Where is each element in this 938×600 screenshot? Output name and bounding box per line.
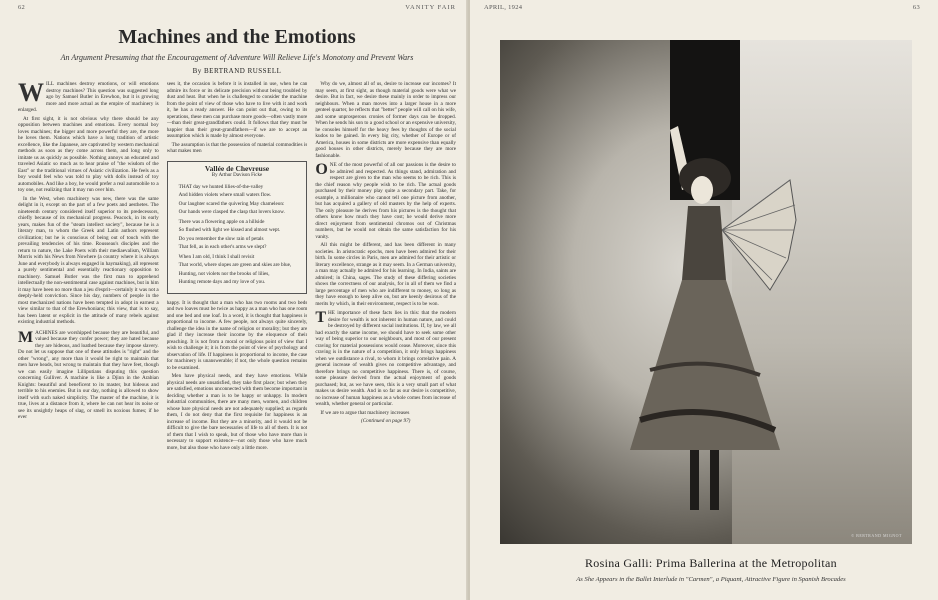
poem-title: Vallée de Chevreuse [204, 163, 270, 173]
ballerina-photograph [500, 40, 912, 544]
poem-author: By Arthur Davison Ficke [211, 173, 263, 178]
poem-line: THAT day we hunted lilies-of-the-valley [178, 183, 264, 190]
poem-line: Our laughter scared the quivering May chameleon: [178, 200, 285, 207]
poem-line: That fell, as in each other's arms we slept? [178, 244, 267, 250]
ballerina-figure [610, 120, 800, 520]
left-folio [18, 4, 456, 14]
drop-cap: M [18, 328, 34, 346]
poem-stanza [174, 219, 301, 251]
paragraph: Men have physical needs, and they have emotions. While physical needs are unsatisfied, they take first place; but when they are satisfied, emotions unconnected with them become important in deciding whether a man is to be happy or unhappy. In modern industrial communities, there are many men, women, and children whose bare physical needs are not adequately supplied; as regards them, I do not deny that the first requisite for happiness is an increase of income. But they are a minority, and it would not be difficult to give the bare necessaries of life to all of them. It is not of them that I wish to speak, but of those who have more than is necessary to support existence—not only those who have much more, but also those who have only a little more. [166, 373, 308, 451]
paragraph: sees it, the occasion is before it is installed in use, when he can admire its force or its delicate precision without being troubled by dust and heat. But when he is challenged to consider the machine from the point of view of those who have to live with it and work it, he has a ready answer. He can point out that, owing to its operations, these men can purchase more goods—often vastly more—than their great-grandfathers could. It follows that they must be happier than their great-grandfathers—if we are to accept an assumption which is made by almost everyone. [166, 81, 308, 139]
article-subtitle: An Argument Presuming that the Encouragement of Adventure Will Relieve Life's Monotony and Prevent Wars [60, 53, 414, 62]
poem-line: Our hands were clasped the clasp that lovers know. [178, 209, 285, 215]
poem-line: Hunting, not violets nor the brooks of lilies, [178, 270, 270, 277]
drop-cap: W [18, 81, 44, 107]
paragraph: ILL machines destroy emotions, or will emotions destroy machines? This question was suggested long ago by Samuel Butler in Erewhon, but it is growing more and more actual as the empire of machinery is enlarged. [18, 81, 159, 113]
article-byline: By BERTRAND RUSSELL [192, 67, 282, 75]
page-number: 62 [18, 4, 26, 11]
paragraph: All this might be different, and has been different in many societies. In aristocratic epochs, men have been admired for their birth. In some circles in Paris, men are admired for their artistic or literary excellence, strange as it may seem. In a German university, a man may actually be admired for his learning. In India, saints are admired; in China, sages. The study of these differing societies shows the correctness of our analysis, for in all of them we find a large percentage of men who are indifferent to money, so long as they have enough to keep alive on, but are keenly desirous of the merits by which, in their environment, respect is to be won. [315, 242, 456, 307]
right-folio [484, 4, 920, 14]
bodice [682, 206, 726, 280]
poem-line: And hidden violets where small waters flow. [178, 192, 272, 198]
paragraph: Why do we, almost all of us, desire to increase our incomes? It may seem, at first sight, as though material goods were what we desire. But in fact, we desire these mainly in order to impress our neighbours. When a man moves into a larger house in a more genteel quarter, he reflects that "better" people will call on his wife, and some unprosperous cronies of former days can be dropped. When he sends his son to a good school or an expensive university, he consoles himself for the heavy fees by thoughts of the social kudos to be gained. In every big city, whether of Europe or of America, houses in some districts are more expensive than equally good houses in other districts, merely because they are more fashionable. [315, 81, 456, 159]
photo-caption-title: Rosina Galli: Prima Ballerina at the Metropolitan [585, 556, 837, 570]
poem-box [167, 161, 308, 294]
column-2 [167, 81, 308, 596]
face [691, 176, 713, 204]
leg [710, 450, 719, 510]
drop-cap: O [315, 161, 328, 178]
photo-credit: © BERTRAND MIGNOT [851, 533, 902, 538]
paragraph: NE of the most powerful of all our passions is the desire to be admired and respected. As things stand, admiration and respect are given to the man who seems to be rich. This is the chief reason why people wish to be rich. The actual goods purchased by their money play quite a secondary part. Take, for example, a millionaire who cannot tell one picture from another, but has acquired a gallery of old masters by the help of experts. The only pleasure he derives from his pictures is the thought that others know how much they have cost; he would derive more direct enjoyment from sentimental chromos out of Christmas numbers, but he would not obtain the same satisfaction for his vanity. [315, 162, 456, 240]
poem-stanza [174, 254, 301, 286]
poem-line: That world, where slopes are green and skies are blue, [178, 262, 292, 268]
poem-line: When I am old, I think I shall revisit [178, 253, 255, 260]
poem-stanza [174, 184, 301, 216]
photo-caption-subtitle: As She Appears in the Ballet Interlude in "Carmen", a Piquant, Attractive Figure in Spanish Brocades [576, 576, 846, 583]
column-1 [18, 81, 159, 596]
paragraph: If we are to argue that machinery increases [320, 409, 410, 416]
drop-cap: T [315, 309, 327, 326]
poem-line: There was a flowering apple on a hillside [178, 218, 265, 225]
article-title: Machines and the Emotions [118, 26, 356, 48]
poem-line: Do you remember the slow rain of petals [178, 235, 264, 242]
right-page [470, 0, 938, 600]
paragraph: At first sight, it is not obvious why there should be any opposition between machines and emotions. Every normal boy loves machines; the bigger and more powerful they are, the more he loves them. Nations which have a long tradition of artistic excellence, like the Japanese, are captivated by western mechanical methods as soon as they come across them, and long only to imitate us as quickly as possible. Nothing annoys an educated and traveled Asiatic so much as to hear praise of "the wisdom of the East" or the traditional virtues of Asiatic civilization. He feels as a boy would feel who was told to play with dolls instead of toy automobiles. And like a boy, he would prefer a real automobile to a toy one, not realizing that it may run over him. [18, 115, 159, 193]
article-columns [18, 81, 456, 596]
continued-note: (Continued on page 97) [360, 418, 411, 424]
paragraph: ACHINES are worshipped because they are beautiful, and valued because they confer power; they are hated because they are hideous, and loathed because they impose slavery. Do not let us suppose that one of these attitudes is "right" and the other "wrong", any more than it would be right to maintain that men have heads, but wrong to maintain that they have feet, though we can easily imagine Lilliputians disputing this question concerning Gulliver. A machine is like a Djinn in the Arabian Knights: beautiful and beneficent to its master, but hideous and terrible to his enemies. But in our day, nothing is allowed to show itself with such naked simplicity. The master of the machine, it is true, lives at a distance from it, where he can not hear its noise or see its unsightly heaps of slag, or smell its noxious fumes; if he ever [18, 329, 159, 420]
paragraph: HE importance of these facts lies in this: that the modern desire for wealth is not inherent in human nature, and could be destroyed by different social institutions. If, by law, we all had exactly the same income, we should have to seek some other way of being superior to our neighbours, and most of our present craving for material possessions would cease. Moreover, since this craving is in the nature of a competition, it only brings happiness when we outdistance a rival, to whom it brings correlative pain. A general increase of wealth gives no competitive advantage, and therefore brings no competitive happiness. There is, of course, some pleasure derived from the actual enjoyment of goods purchased; but, as we have seen, this is a very small part of what makes us desire wealth. And in so far as our desire is competitive, no increase of human happiness as a whole comes from increase of wealth, whether general or particular. [315, 310, 456, 407]
poem-line: Hunting remote days and my love of you. [178, 279, 266, 285]
paragraph: happy. It is thought that a man who has two rooms and two beds and two loaves must be twice as happy as a man who has one room and one bed and one loaf. In a word, it is thought that happiness is proportional to income. A few people, not always quite sincerely, challenge the idea in the name of religion or morality; but they are glad if they increase their income by the eloquence of their preaching. It is not from a moral or religious point of view that I wish to challenge it; it is from the point of view of psychology and observation of life. If happiness is proportional to income, the case for machinery is unanswerable; if not, the whole question remains to be examined. [166, 299, 308, 371]
leg [690, 450, 699, 510]
paragraph: The assumption is that the possession of material commodities is what makes men [166, 141, 308, 154]
issue-date: APRIL, 1924 [484, 4, 523, 11]
column-3 [315, 81, 456, 596]
magazine-name: VANITY FAIR [405, 4, 456, 11]
left-page [0, 0, 468, 600]
poem-line: So flushed with light we kissed and almost wept. [178, 227, 281, 233]
page-number: 63 [912, 4, 920, 11]
paragraph: In the West, when machinery was new, there was the same delight in it, except on the part of a few poets and aesthetes. The nineteenth century considered itself superior to its predecessors, chiefly because of its mechanical progress. Peacock, in its early years, makes fun of the "steam intellect society", because he is a literary man, to whom the Greek and Latin authors represent civilization; but he is conscious of being out of touch with the prevailing tendencies of his time. Rousseau's disciples and the return to nature, the Lake Poets with their mediaevalism, William Morris with his News from Nowhere (a country where it is always June and everybody is always engaged in haymaking), all represent a purely sentimental and essentially reactionary opposition to machinery. Samuel Butler was the first man to apprehend intellectually the non-sentimental case against machines, but in him it may have been no more than a jeu d'esprit—certainly it was not a deeply-held conviction. Since his day, numbers of people in the most mechanized nations have been tempted in adopt in earnest a view similar to that of the Erewhonians; this view, that is to say, has been latent or explicit in the attitude of many rebels against existing industrial methods. [18, 195, 159, 325]
